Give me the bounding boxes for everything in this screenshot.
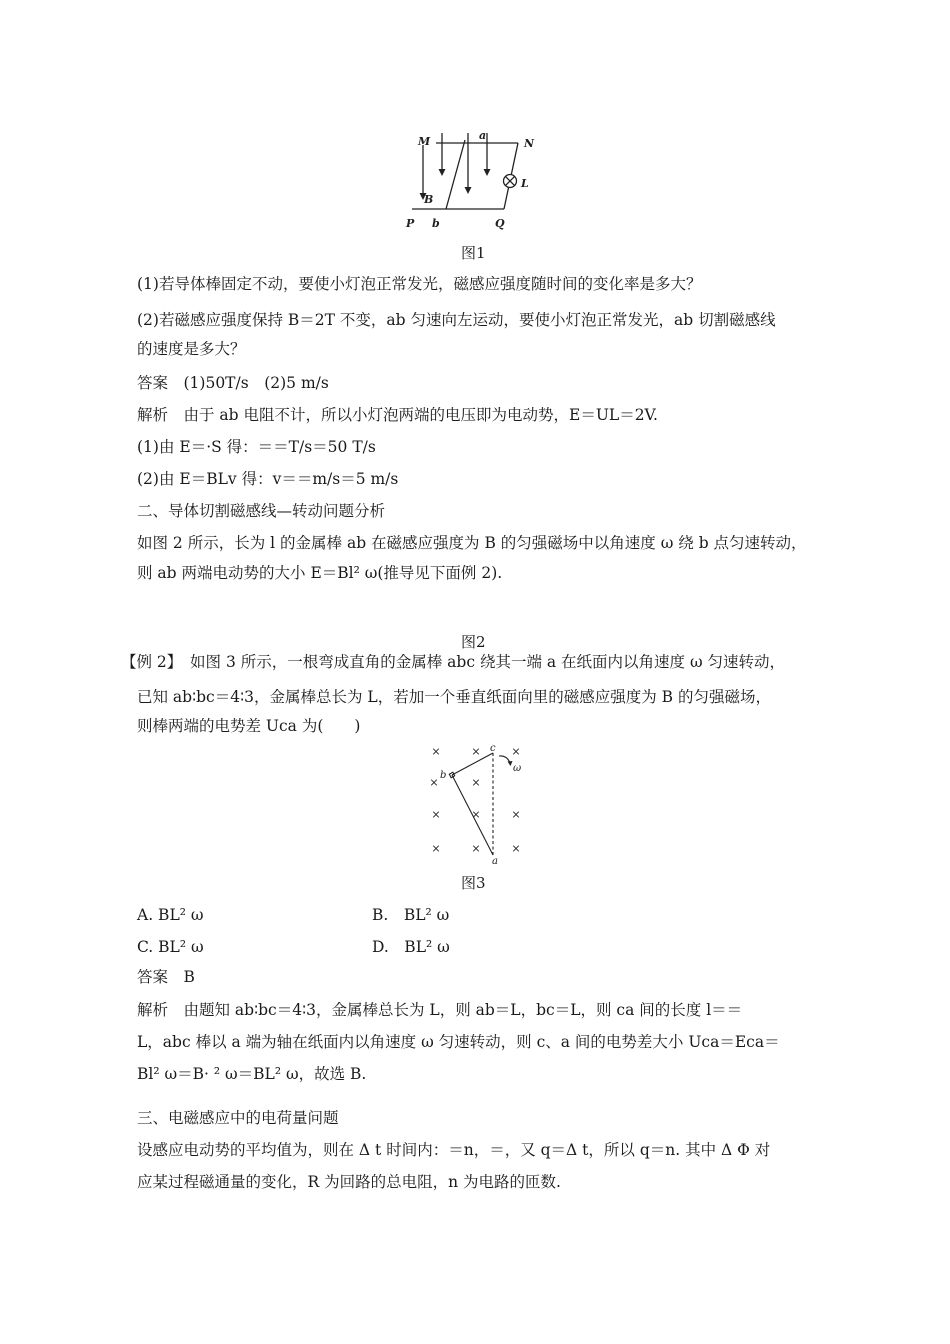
answer-2: 答案 B <box>137 968 195 986</box>
analysis-1-line-1: 解析 由于 ab 电阻不计，所以小灯泡两端的电压即为电动势，E＝UL＝2V. <box>137 406 658 424</box>
analysis-2-line-2: L，abc 棒以 a 端为轴在纸面内以角速度 ω 匀速转动，则 c、a 间的电势差大小 Uca＝Eca＝ <box>137 1033 780 1051</box>
question-2-line-2: 的速度是多大？ <box>137 340 246 358</box>
section-2-heading: 二、导体切割磁感线—转动问题分析 <box>137 502 386 520</box>
fig3-label-omega: ω <box>513 763 522 774</box>
fig3-label-b: b <box>440 770 447 781</box>
field-mark: × <box>511 808 521 821</box>
example-2-line-1: 【例 2】 如图 3 所示，一根弯成直角的金属棒 abc 绕其一端 a 在纸面内以角速度 ω 匀速转动， <box>121 653 786 671</box>
fig1-label-N: N <box>524 137 535 150</box>
field-mark: × <box>431 808 441 821</box>
field-mark: × <box>471 776 481 789</box>
analysis-2-line-1: 解析 由题知 ab∶bc＝4∶3，金属棒总长为 L，则 ab＝L，bc＝L，则 ca 间的长度 l＝＝ <box>137 1001 743 1019</box>
analysis-2-line-3: Bl² ω＝B· ² ω＝BL² ω，故选 B. <box>137 1065 367 1083</box>
figure-3-caption: 图3 <box>461 874 486 892</box>
fig3-label-a: a <box>492 856 498 867</box>
fig1-label-B: B <box>424 193 434 206</box>
analysis-1-line-3: (2)由 E＝BLv 得：v＝＝m/s＝5 m/s <box>137 470 399 488</box>
fig1-label-b: b <box>432 217 440 230</box>
example-2-line-3: 则棒两端的电势差 Uca 为( ) <box>137 717 361 735</box>
option-b: B. BL² ω <box>372 906 450 924</box>
question-2-line-1: (2)若磁感应强度保持 B＝2T 不变，ab 匀速向左运动，要使小灯泡正常发光，ab 切割磁感线 <box>137 311 776 329</box>
fig1-label-M: M <box>418 135 431 148</box>
analysis-1-line-2: (1)由 E＝·S 得：＝＝T/s＝50 T/s <box>137 438 376 456</box>
option-d: D. BL² ω <box>372 938 450 956</box>
field-mark: × <box>429 776 439 789</box>
answer-1: 答案 (1)50T/s (2)5 m/s <box>137 374 329 392</box>
field-mark: × <box>431 842 441 855</box>
field-mark: × <box>471 808 481 821</box>
fig1-label-P: P <box>406 217 415 230</box>
figure-2-caption: 图2 <box>461 633 486 651</box>
section-2-paragraph-line-1: 如图 2 所示，长为 l 的金属棒 ab 在磁感应强度为 B 的匀强磁场中以角速度 ω 绕 b 点匀速转动， <box>137 534 807 552</box>
figure-3-rotating-rod-diagram <box>420 742 530 867</box>
field-mark: × <box>471 745 481 758</box>
fig1-label-Q: Q <box>495 217 505 230</box>
option-a: A. BL² ω <box>137 906 204 924</box>
figure-1-circuit-diagram <box>400 125 550 235</box>
field-mark: × <box>471 842 481 855</box>
example-2-line-2: 已知 ab∶bc＝4∶3，金属棒总长为 L，若加一个垂直纸面向里的磁感应强度为 B 的匀强磁场， <box>137 688 771 706</box>
figure-1-caption: 图1 <box>461 244 486 262</box>
section-3-line-1: 设感应电动势的平均值为，则在 Δ t 时间内：＝n，＝，又 q＝Δ t，所以 q＝n. 其中 Δ Φ 对 <box>137 1141 771 1159</box>
field-mark: × <box>431 745 441 758</box>
section-3-line-2: 应某过程磁通量的变化，R 为回路的总电阻，n 为电路的匝数. <box>137 1173 561 1191</box>
section-3-heading: 三、电磁感应中的电荷量问题 <box>137 1109 339 1127</box>
fig1-label-a: a <box>479 129 487 142</box>
field-mark: × <box>511 745 521 758</box>
option-c: C. BL² ω <box>137 938 204 956</box>
section-2-paragraph-line-2: 则 ab 两端电动势的大小 E＝Bl² ω(推导见下面例 2). <box>137 564 503 582</box>
fig1-label-L: L <box>521 177 529 190</box>
question-1: (1)若导体棒固定不动，要使小灯泡正常发光，磁感应强度随时间的变化率是多大？ <box>137 275 702 293</box>
field-mark: × <box>511 842 521 855</box>
fig3-label-c: c <box>490 743 496 754</box>
